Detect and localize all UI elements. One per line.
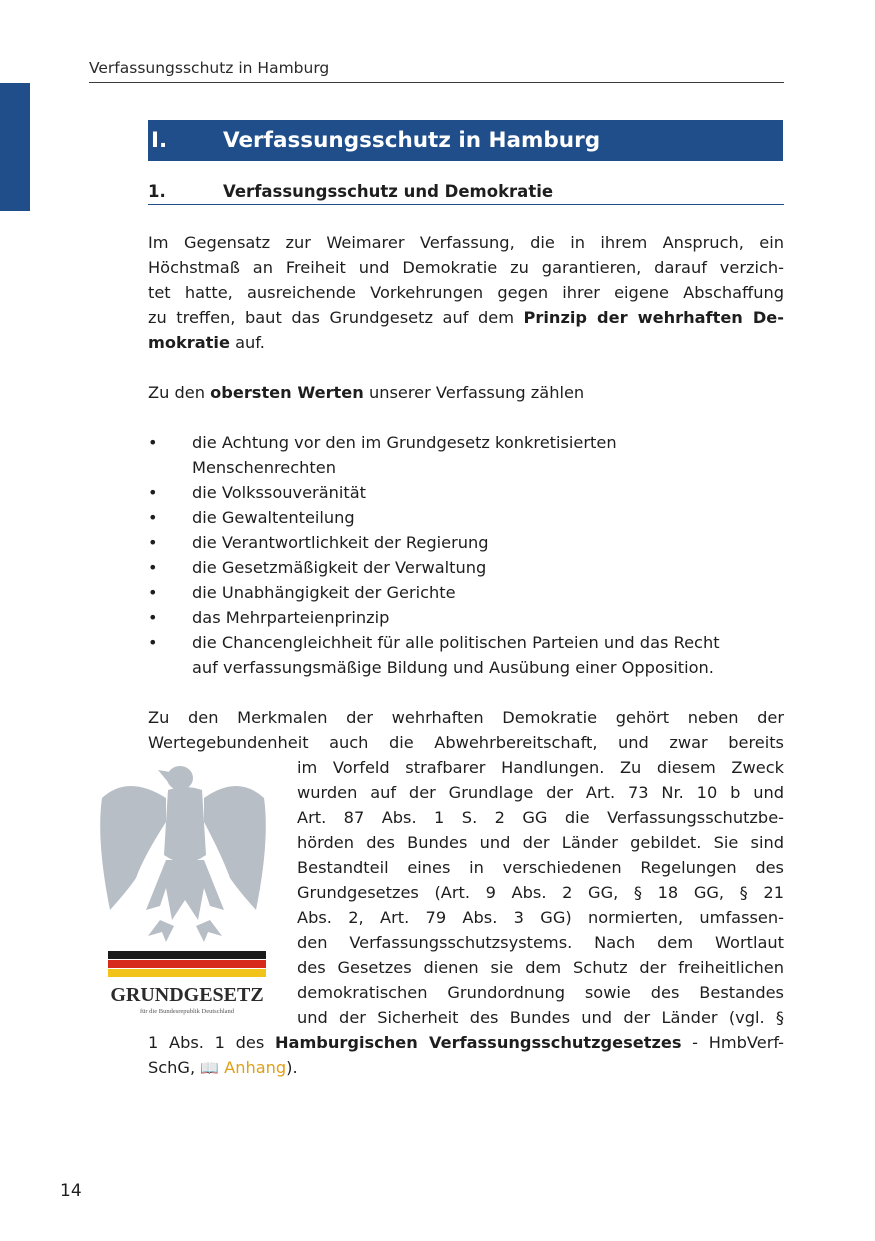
text-line: Zu den Merkmalen der wehrhaften Demokratie gehört neben der	[148, 708, 784, 727]
grundgesetz-emblem	[88, 760, 283, 1022]
list-item: • die Volkssouveränität	[148, 480, 784, 505]
chapter-number: I.	[151, 128, 168, 153]
text-line: Im Gegensatz zur Weimarer Verfassung, die in ihrem Anspruch, ein	[148, 233, 784, 252]
text-line: Zu den obersten Werten unserer Verfassung zählen	[148, 383, 585, 402]
text-line: demokratischen Grundordnung sowie des Bestandes	[297, 983, 784, 1002]
emblem-subtitle: für die Bundesrepublik Deutschland	[139, 1008, 235, 1015]
list-item: • die Achtung vor den im Grundgesetz konkretisierten Menschenrechten	[148, 430, 784, 480]
list-item: • die Gewaltenteilung	[148, 505, 784, 530]
text-line: und der Sicherheit des Bundes und der Länder (vgl. §	[297, 1008, 784, 1027]
eagle-icon	[100, 766, 266, 942]
emblem-title: GRUNDGESETZ	[110, 984, 264, 1006]
bullet-glyph: •	[148, 483, 158, 502]
text-line: Höchstmaß an Freiheit und Demokratie zu garantieren, darauf verzich-	[148, 258, 784, 277]
flag-stripe-red	[108, 960, 266, 968]
text-line: des Gesetzes dienen sie dem Schutz der freiheitlichen	[297, 958, 784, 977]
text-line: wurden auf der Grundlage der Art. 73 Nr. 10 b und	[297, 783, 784, 802]
emphasis-obersten-werten: obersten Werten	[210, 383, 364, 402]
text-line: 1 Abs. 1 des Hamburgischen Verfassungsschutzgesetzes - HmbVerf-	[148, 1033, 785, 1052]
list-item: • die Chancengleichheit für alle politischen Parteien und das Recht auf verfassungsmäßige Bildung und Ausübung einer Opposition.	[148, 630, 784, 680]
section-number: 1.	[148, 182, 166, 201]
values-list	[148, 430, 784, 680]
bullet-glyph: •	[148, 608, 158, 627]
text-line: Art. 87 Abs. 1 S. 2 GG die Verfassungsschutzbe-	[297, 808, 784, 827]
bullet-glyph: •	[148, 633, 158, 652]
paragraph-values-intro	[148, 380, 784, 405]
section-rule	[148, 204, 784, 205]
chapter-side-tab	[0, 83, 30, 211]
list-item: • die Gesetzmäßigkeit der Verwaltung	[148, 555, 784, 580]
chapter-heading	[148, 120, 783, 161]
bullet-glyph: •	[148, 533, 158, 552]
book-icon: 📖	[200, 1059, 219, 1077]
emphasis-prinzip: Prinzip der wehrhaften De-	[523, 308, 784, 327]
bullet-glyph: •	[148, 433, 158, 452]
bullet-glyph: •	[148, 558, 158, 577]
header-rule	[89, 82, 784, 83]
text-line: Bestandteil eines in verschiedenen Regelungen des	[297, 858, 784, 877]
list-item: • die Verantwortlichkeit der Regierung	[148, 530, 784, 555]
section-title: Verfassungsschutz und Demokratie	[223, 182, 554, 201]
text-line: zu treffen, baut das Grundgesetz auf dem Prinzip der wehrhaften De-	[148, 308, 784, 327]
text-line: den Verfassungsschutzsystems. Nach dem Wortlaut	[297, 933, 784, 952]
text-line: im Vorfeld strafbarer Handlungen. Zu diesem Zweck	[297, 758, 784, 777]
text-line: hörden des Bundes und der Länder gebildet. Sie sind	[297, 833, 784, 852]
bullet-glyph: •	[148, 508, 158, 527]
page-number: 14	[60, 1181, 82, 1201]
anhang-link[interactable]: 📖 Anhang	[200, 1058, 287, 1077]
text-line: Grundgesetzes (Art. 9 Abs. 2 GG, § 18 GG, § 21	[297, 883, 784, 902]
running-head: Verfassungsschutz in Hamburg	[89, 59, 330, 77]
paragraph-intro	[148, 230, 784, 355]
emphasis-hmbverfschg: Hamburgischen Verfassungsschutzgesetzes	[274, 1033, 682, 1052]
emphasis-mokratie: mokratie	[148, 333, 230, 352]
section-heading	[148, 182, 784, 204]
flag-stripe-black	[108, 951, 266, 959]
text-line: tet hatte, ausreichende Vorkehrungen gegen ihrer eigene Abschaffung	[148, 283, 784, 302]
text-line: Wertegebundenheit auch die Abwehrbereitschaft, und zwar bereits	[148, 733, 784, 752]
text-line: mokratie auf.	[148, 333, 265, 352]
list-item: • die Unabhängigkeit der Gerichte	[148, 580, 784, 605]
text-line: Abs. 2, Art. 79 Abs. 3 GG) normierten, umfassen-	[297, 908, 784, 927]
text-line: SchG, 📖 Anhang).	[148, 1058, 298, 1077]
bullet-glyph: •	[148, 583, 158, 602]
flag-stripe-gold	[108, 969, 266, 977]
chapter-title: Verfassungsschutz in Hamburg	[223, 128, 601, 153]
list-item: • das Mehrparteienprinzip	[148, 605, 784, 630]
